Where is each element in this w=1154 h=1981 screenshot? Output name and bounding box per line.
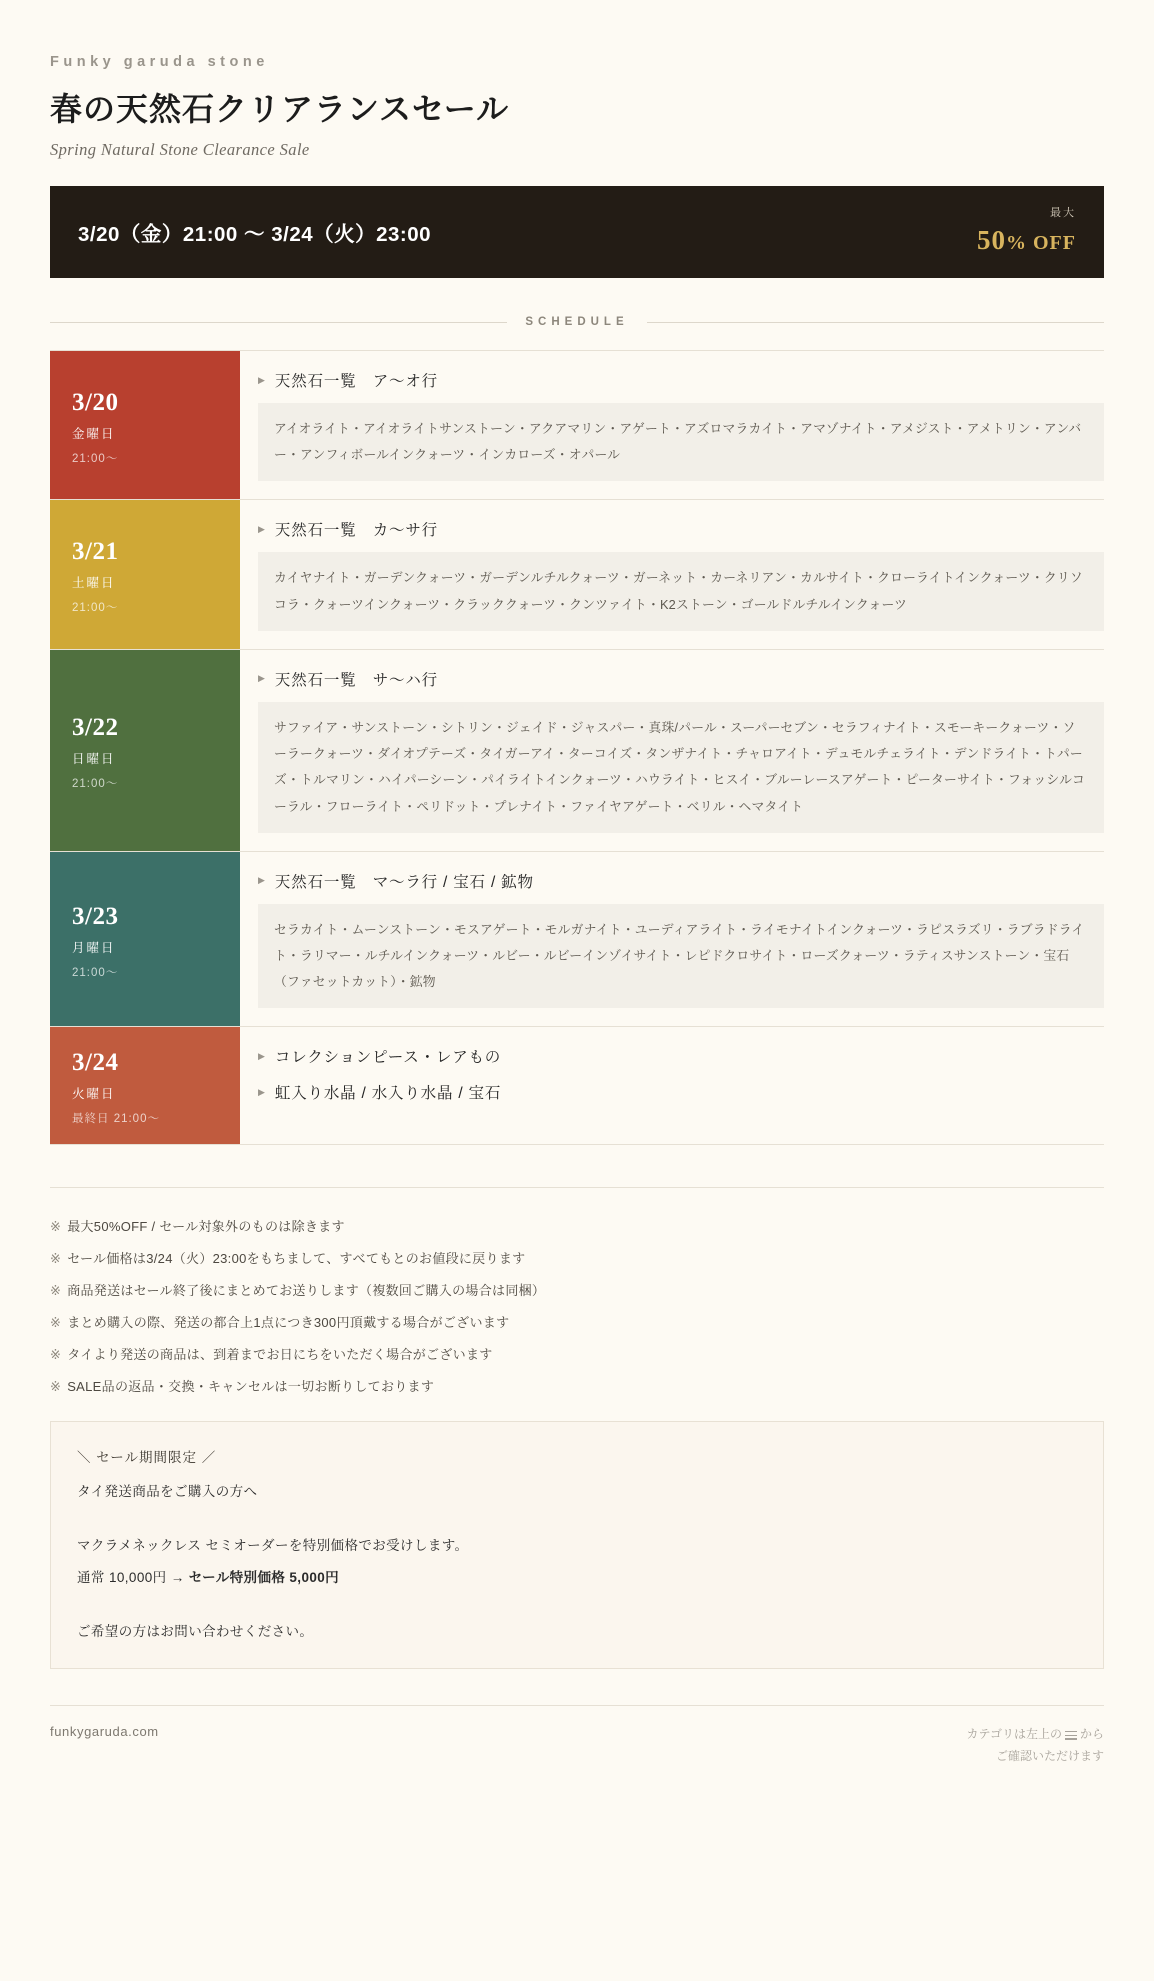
footer-hint-before: カテゴリは左上の <box>966 1727 1062 1742</box>
note-item <box>50 1344 1104 1363</box>
note-text: まとめ購入の際、発送の都合上1点につき300円頂戴する場合がございます <box>67 1315 510 1331</box>
schedule-start-time: 21:00〜 <box>72 452 119 465</box>
schedule-day-of-week: 月曜日 <box>72 940 116 955</box>
schedule-row <box>50 852 1104 1028</box>
note-text: タイより発送の商品は、到着までお日にちをいただく場合がございます <box>67 1347 493 1363</box>
schedule-content <box>240 650 1104 851</box>
stone-category-heading[interactable] <box>258 668 1104 690</box>
note-item <box>50 1248 1104 1267</box>
note-text: SALE品の返品・交換・キャンセルは一切お断りしております <box>67 1379 435 1395</box>
special-price-line <box>77 1566 1077 1586</box>
discount-number: 50 <box>977 225 1006 256</box>
schedule-date: 3/22 <box>72 713 119 741</box>
schedule-date: 3/20 <box>72 388 119 416</box>
schedule-date: 3/23 <box>72 902 119 930</box>
note-mark-icon: ※ <box>50 1283 62 1299</box>
schedule-row <box>50 500 1104 649</box>
stone-category-label: 虹入り水晶 / 水入り水晶 / 宝石 <box>274 1085 502 1103</box>
discount-max-label: 最大 <box>1050 207 1076 220</box>
note-item <box>50 1376 1104 1395</box>
header <box>50 54 1104 160</box>
special-lead: タイ発送商品をご購入の方へ <box>77 1484 258 1500</box>
site-url: funkygaruda.com <box>50 1724 159 1740</box>
stone-category-label: 天然石一覧 ア〜オ行 <box>274 373 438 390</box>
schedule-day-of-week: 火曜日 <box>72 1087 116 1102</box>
divider-line-left <box>50 322 507 323</box>
triangle-bullet-icon: ▶ <box>258 1050 265 1061</box>
special-offer-text: マクラメネックレス セミオーダーを特別価格でお受けします。 <box>77 1538 469 1554</box>
stone-category-heading[interactable] <box>258 1045 1104 1067</box>
schedule-content <box>240 351 1104 499</box>
schedule-day-box <box>50 351 240 499</box>
schedule-day-box <box>50 1027 240 1144</box>
triangle-bullet-icon: ▶ <box>258 673 265 684</box>
special-offer-box <box>50 1421 1104 1669</box>
note-mark-icon: ※ <box>50 1315 62 1331</box>
schedule-start-time: 21:00〜 <box>72 777 119 790</box>
schedule-day-box <box>50 650 240 851</box>
stone-list-text: サファイア・サンストーン・シトリン・ジェイド・ジャスパー・真珠/パール・スーパーセブン・セラフィナイト・スモーキークォーツ・ソーラークォーツ・ダイオプテーズ・タイガーアイ・ターコイズ・タンザナイト・チャロアイト・デュモルチェライト・デンドライト・トパーズ・トルマリン・ハイパーシーン・パイライトインクォーツ・ハウライト・ヒスイ・ブルーレースアゲート・ピーターサイト・フォッシルコーラル・フローライト・ペリドット・プレナイト・ファイヤアゲート・ベリル・ヘマタイト <box>258 702 1104 833</box>
stone-category-label: 天然石一覧 カ〜サ行 <box>274 522 438 540</box>
sale-period-text: 3/20（金）21:00 〜 3/24（火）23:00 <box>78 223 432 246</box>
schedule-list <box>50 350 1104 1145</box>
stone-list-text: アイオライト・アイオライトサンストーン・アクアマリン・アゲート・アズロマラカイト・アマゾナイト・アメジスト・アメトリン・アンバー・アンフィボールインクォーツ・インカローズ・オパール <box>258 403 1104 481</box>
stone-category-heading[interactable] <box>258 369 1104 391</box>
triangle-bullet-icon: ▶ <box>258 523 265 534</box>
footer-hint-line2: ご確認いただけます <box>995 1749 1104 1763</box>
special-price-normal: 通常 10,000円 → <box>77 1570 189 1586</box>
schedule-content <box>240 500 1104 648</box>
stone-category-label: 天然石一覧 サ〜ハ行 <box>274 671 438 689</box>
schedule-start-time: 21:00〜 <box>72 602 119 615</box>
stone-category-label: コレクションピース・レアもの <box>274 1049 502 1067</box>
note-mark-icon: ※ <box>50 1347 62 1363</box>
footer-hint-after: から <box>1079 1727 1104 1742</box>
discount-block <box>977 207 1076 257</box>
schedule-divider <box>50 316 1104 328</box>
special-price-sale: セール特別価格 5,000円 <box>188 1570 340 1586</box>
schedule-row <box>50 650 1104 852</box>
schedule-day-box <box>50 500 240 648</box>
page-subtitle: Spring Natural Stone Clearance Sale <box>50 140 310 159</box>
stone-category-heading[interactable] <box>258 518 1104 540</box>
discount-value <box>977 224 1076 256</box>
schedule-divider-label: SCHEDULE <box>525 316 629 328</box>
hamburger-menu-icon <box>1065 1731 1077 1740</box>
note-text: 最大50%OFF / セール対象外のものは除きます <box>67 1219 345 1235</box>
stone-list-text: カイヤナイト・ガーデンクォーツ・ガーデンルチルクォーツ・ガーネット・カーネリアン・カルサイト・クローライトインクォーツ・クリソコラ・クォーツインクォーツ・クラッククォーツ・クンツァイト・K2ストーン・ゴールドルチルインクォーツ <box>258 552 1104 630</box>
divider-line-right <box>647 322 1104 323</box>
note-text: 商品発送はセール終了後にまとめてお送りします（複数回ご購入の場合は同梱） <box>67 1283 546 1299</box>
schedule-day-box <box>50 852 240 1027</box>
schedule-content <box>240 1027 1104 1144</box>
triangle-bullet-icon: ▶ <box>258 875 265 886</box>
note-item <box>50 1280 1104 1299</box>
special-footer-note: ご希望の方はお問い合わせください。 <box>77 1624 314 1640</box>
stone-category-label: 天然石一覧 マ〜ラ行 / 宝石 / 鉱物 <box>274 873 534 891</box>
triangle-bullet-icon: ▶ <box>258 1086 265 1097</box>
note-mark-icon: ※ <box>50 1379 62 1395</box>
schedule-start-time: 最終日 21:00〜 <box>72 1113 160 1126</box>
brand-name: Funky garuda stone <box>50 54 269 70</box>
schedule-row <box>50 1027 1104 1145</box>
note-mark-icon: ※ <box>50 1219 62 1235</box>
schedule-content <box>240 852 1104 1027</box>
stone-category-heading[interactable] <box>258 870 1104 892</box>
page-footer <box>50 1705 1104 1797</box>
stone-category-heading[interactable] <box>258 1081 1104 1103</box>
note-item <box>50 1216 1104 1235</box>
schedule-day-of-week: 金曜日 <box>72 426 116 441</box>
special-ribbon: ＼ セール期間限定 ／ <box>77 1450 217 1466</box>
discount-unit: % OFF <box>1006 232 1076 255</box>
schedule-date: 3/21 <box>72 538 119 566</box>
schedule-day-of-week: 土曜日 <box>72 576 116 591</box>
notes-list <box>50 1187 1104 1395</box>
stone-list-text: セラカイト・ムーンストーン・モスアゲート・モルガナイト・ユーディアライト・ライモナイトインクォーツ・ラピスラズリ・ラブラドライト・ラリマー・ルチルインクォーツ・ルビー・ルビーインゾイサイト・レピドクロサイト・ローズクォーツ・ラティスサンストーン・宝石（ファセットカット）・鉱物 <box>258 904 1104 1009</box>
schedule-day-of-week: 日曜日 <box>72 751 116 766</box>
schedule-date: 3/24 <box>72 1049 119 1077</box>
note-item <box>50 1312 1104 1331</box>
schedule-row <box>50 350 1104 500</box>
triangle-bullet-icon: ▶ <box>258 374 265 385</box>
schedule-start-time: 21:00〜 <box>72 966 119 979</box>
page-title: 春の天然石クリアランスセール <box>50 91 510 127</box>
sale-period-banner <box>50 186 1104 278</box>
note-mark-icon: ※ <box>50 1251 62 1267</box>
footer-hint <box>966 1724 1104 1767</box>
note-text: セール価格は3/24（火）23:00をもちまして、すべてもとのお値段に戻ります <box>67 1251 526 1267</box>
